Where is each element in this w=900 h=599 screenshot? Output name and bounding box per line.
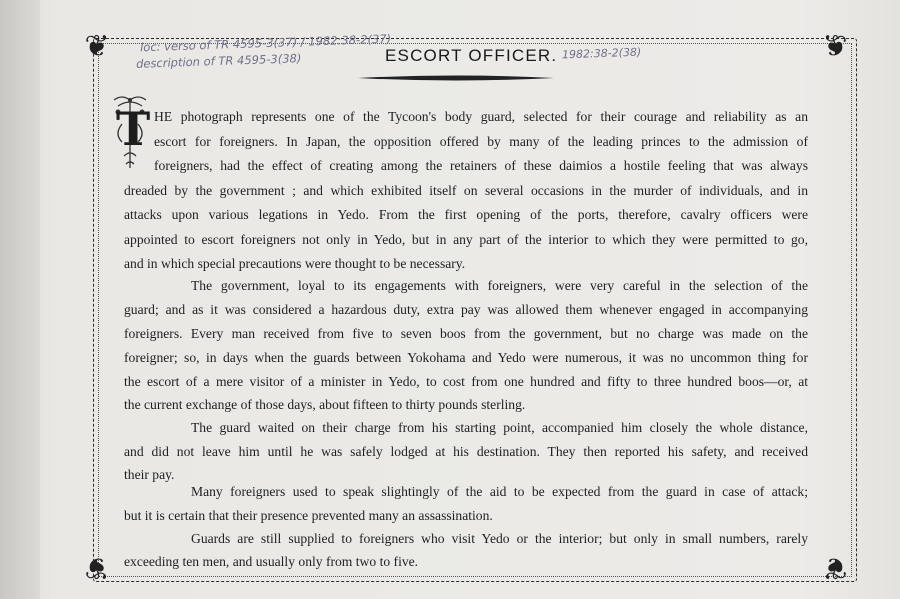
page-edge: [0, 0, 40, 599]
text-line: dreaded by the government ; and which exhibited itself on several occasions in the murder of individuals, and in: [124, 183, 808, 198]
handwritten-note: loc: verso of TR 4595-3(37) / 1982:38-2(37): [139, 31, 392, 55]
text-line: foreigner; so, in days when the guards between Yokohama and Yedo were numerous, it was no uncommon thing for: [124, 350, 808, 365]
corner-ornament-icon: ❦: [822, 551, 848, 584]
text-line: and in which special precautions were thought to be necessary.: [124, 256, 466, 271]
text-line: but it is certain that their presence prevented many an assassination.: [124, 508, 493, 523]
text-line: the escort of a mere visitor of a minister in Yedo, to cost from one hundred and fifty to three hundred boos—or, at: [124, 374, 808, 389]
text-line: guard; and as it was considered a hazardous duty, extra pay was allowed them whenever engaged in accompanying: [124, 302, 808, 317]
text-line: Many foreigners used to speak slightingly of the aid to be expected from the guard in case of attack;: [191, 484, 808, 499]
handwritten-note: 1982:38-2(38): [561, 45, 642, 62]
text-line: The guard waited on their charge from his starting point, accompanied him closely the whole distance,: [191, 420, 808, 435]
text-line: foreigners, had the effect of creating among the retainers of these daimios a hostile feeling that was always: [154, 158, 808, 173]
text-line: exceeding ten men, and usually only from two to five.: [124, 554, 419, 569]
dropcap-letter: T: [116, 102, 151, 156]
text-line: their pay.: [124, 467, 175, 482]
title-flourish-icon: [358, 74, 554, 82]
text-line: the current exchange of those days, about fifteen to thirty pounds sterling.: [124, 397, 526, 412]
corner-ornament-icon: ❦: [84, 551, 110, 584]
text-line: HE photograph represents one of the Tycoon's body guard, selected for their courage and reliability as an: [154, 109, 808, 124]
ornamental-dropcap: [108, 94, 152, 172]
text-line: attacks upon various legations in Yedo. From the first opening of the ports, therefore, cavalry officers were: [124, 207, 808, 222]
text-line: Guards are still supplied to foreigners who visit Yedo or the interior; but only in small numbers, rarely: [191, 531, 808, 546]
text-line: and did not leave him until he was safely lodged at his destination. They then reported his safety, and received: [124, 444, 808, 459]
corner-ornament-icon: ❦: [84, 30, 110, 63]
corner-ornament-icon: ❦: [822, 30, 848, 63]
page-title: ESCORT OFFICER.: [385, 46, 558, 65]
text-line: appointed to escort foreigners not only in Yedo, but in any part of the interior to which they were permitted to go,: [124, 232, 808, 247]
text-line: foreigners. Every man received from five to seven boos from the government, but no charge was made on the: [124, 326, 808, 341]
text-line: escort for foreigners. In Japan, the opposition offered by many of the leading princes to the admission of: [154, 134, 808, 149]
handwritten-note: description of TR 4595-3(38): [135, 51, 302, 71]
text-line: The government, loyal to its engagements with foreigners, were very careful in the selection of the: [191, 278, 808, 293]
